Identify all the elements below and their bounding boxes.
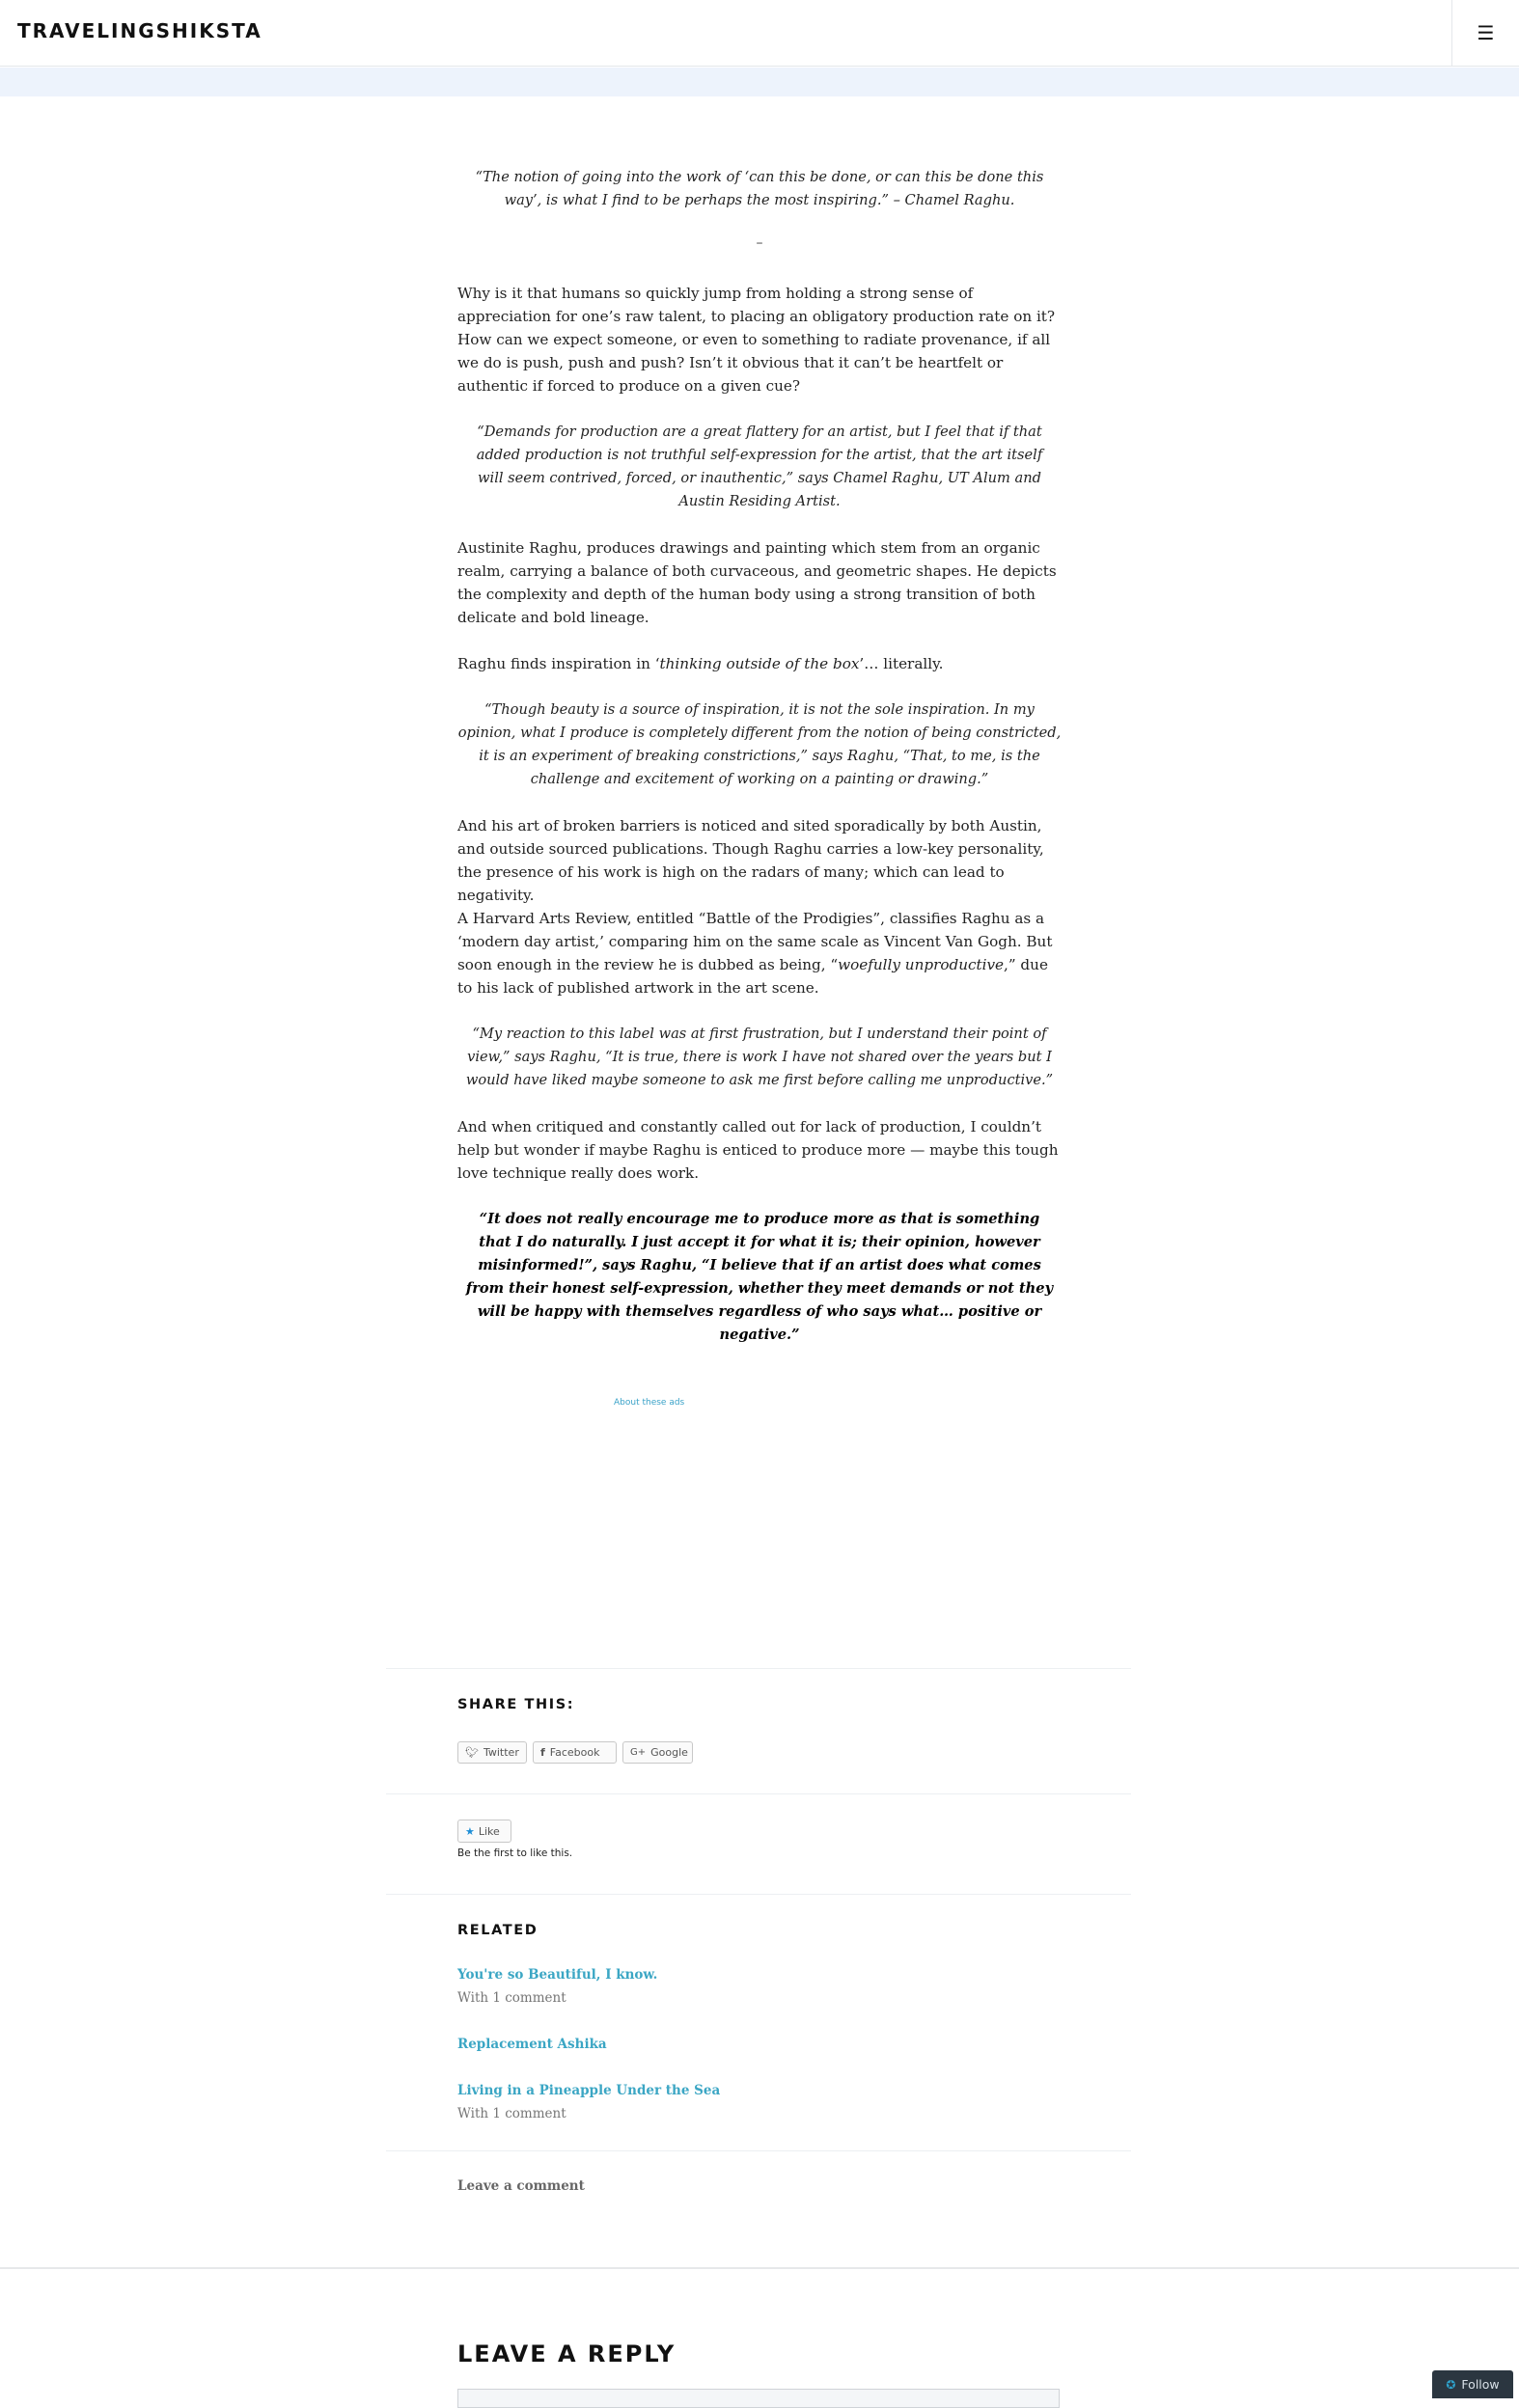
star-icon: ★ [465,1824,475,1838]
pull-quote: “Though beauty is a source of inspiration, it is not the sole inspiration. In my opinion, what I produce is completely different from the notion of being constricted, it is an experiment of breaking constrictions,” says Raghu, “That, to me, is the challenge and excitement of working on a painting or drawing.” [457,701,1062,787]
follow-label: Follow [1461,2377,1500,2392]
share-heading: SHARE THIS: [457,1697,575,1712]
share-twitter-button[interactable] [457,1741,527,1764]
divider [386,1793,1131,1794]
divider [386,2150,1131,2151]
text-span: ,” due to his lack of published artwork in the art scene. [457,956,1048,997]
related-post-meta: With 1 comment [457,1990,566,2006]
share-label: Twitter [483,1746,519,1759]
pull-quote-bold: “It does not really encourage me to produce more as that is something that I do naturally. I just accept it for what it is; their opinion, however misinformed!”, says Raghu, “I believe that if an artist does what comes from their honest self-expression, whether they meet demands or not they will be happy with themselves regardless of who says what… positive or negative.” [465,1211,1054,1343]
pull-quote: “My reaction to this label was at first frustration, but I understand their point of view,” says Raghu, “It is true, there is work I have not shared over the years but I would have liked maybe someone to ask me first before calling me unproductive.” [465,1026,1054,1088]
text-span: ’… literally. [859,655,944,672]
leave-comment-link[interactable]: Leave a comment [457,2178,585,2194]
hamburger-menu-icon: ☰ [1477,21,1495,44]
comment-textarea[interactable] [457,2389,1060,2408]
article-paragraph: And when critiqued and constantly called out for lack of production, I couldn’t help but wonder if maybe Raghu is enticed to produce more — maybe this tough love technique really does work. [457,1118,1059,1182]
related-post-link[interactable]: You're so Beautiful, I know. [457,1967,658,1983]
emphasis-text: thinking outside of the box [659,655,860,672]
wordpress-icon: ✪ [1446,2377,1456,2392]
like-label: Like [478,1824,500,1838]
share-google-button[interactable] [622,1741,693,1764]
divider [386,1668,1131,1669]
article-paragraph: Austinite Raghu, produces drawings and painting which stem from an organic realm, carrying a balance of both curvaceous, and geometric shapes. He depicts the complexity and depth of the human body using a strong transition of both delicate and bold lineage. [457,539,1057,626]
site-header [0,0,1519,67]
related-post-link[interactable]: Living in a Pineapple Under the Sea [457,2083,721,2098]
article-paragraph: Why is it that humans so quickly jump from holding a strong sense of appreciation for one’s raw talent, to placing an obligatory production rate on it? How can we expect someone, or even to something to radiate provenance, if all we do is push, push and push? Isn’t it obvious that it can’t be heartfelt or authentic if forced to produce on a given cue? [457,285,1056,395]
article-paragraph [457,652,1062,675]
twitter-icon: 🐦︎ [465,1746,479,1759]
share-label: Google [650,1746,688,1759]
share-facebook-button[interactable] [533,1741,617,1764]
related-post-meta: With 1 comment [457,2106,566,2121]
follow-button[interactable] [1432,2370,1513,2398]
like-note: Be the first to like this. [457,1847,573,1859]
text-span: A Harvard Arts Review, entitled “Battle of the Prodigies”, classifies Raghu as a ‘modern day artist,’ comparing him on the same scale as Vincent Van Gogh. But soon enough in the review he is dubbed as being, “ [457,910,1053,973]
related-heading: RELATED [457,1923,539,1938]
text-span: Raghu finds inspiration in ‘ [457,655,660,672]
about-ads-link[interactable]: About these ads [614,1398,685,1408]
article-paragraph [457,907,1062,999]
google-plus-icon: G+ [630,1747,647,1758]
header-band [0,68,1519,96]
related-post-link[interactable]: Replacement Ashika [457,2037,607,2052]
menu-button[interactable] [1451,0,1519,66]
section-divider [0,2267,1519,2269]
share-label: Facebook [549,1746,600,1759]
separator: – [756,235,763,251]
reply-title: LEAVE A REPLY [457,2340,677,2367]
pull-quote: “Demands for production are a great flattery for an artist, but I feel that if that added production is not truthful self-expression for the artist, that the art itself will seem contrived, forced, or inauthentic,” says Chamel Raghu, UT Alum and Austin Residing Artist. [476,424,1043,509]
divider [386,1894,1131,1895]
like-button[interactable] [457,1820,511,1843]
emphasis-text: woefully unproductive [838,956,1005,973]
facebook-icon: f [540,1746,545,1759]
article-paragraph: And his art of broken barriers is noticed and sited sporadically by both Austin, and outside sourced publications. Though Raghu carries a low-key personality, the presence of his work is high on the radars of many; which can lead to negativity. [457,817,1044,904]
pull-quote: “The notion of going into the work of ‘can this be done, or can this be done this way’, is what I find to be perhaps the most inspiring.” – Chamel Raghu. [475,169,1044,208]
site-title[interactable]: TRAVELINGSHIKSTA [17,19,262,42]
